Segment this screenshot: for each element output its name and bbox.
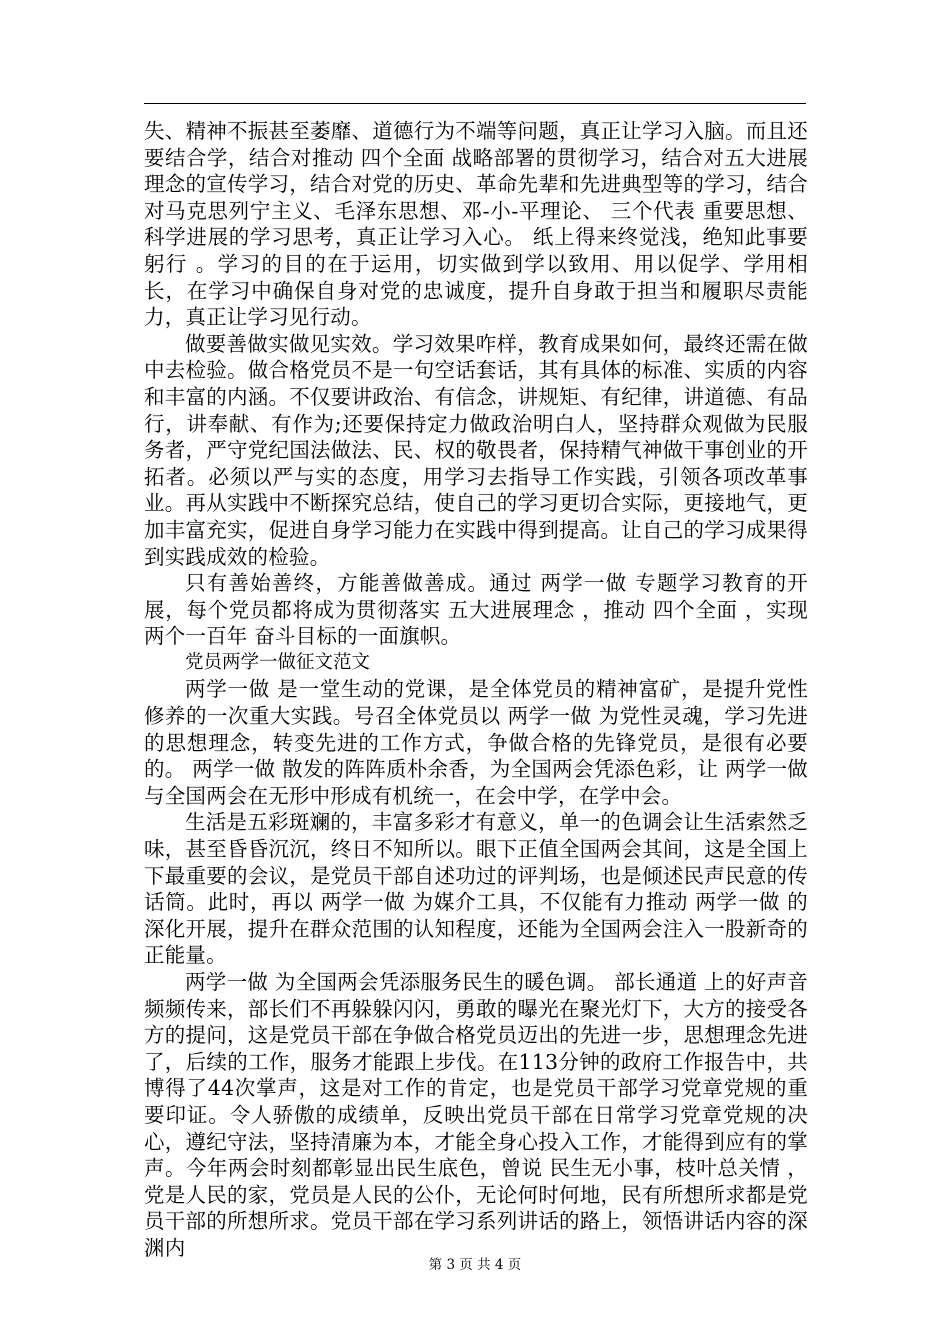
paragraph-2: 做要善做实做见实效。学习效果咋样，教育成果如何，最终还需在做中去检验。做合格党员不是一句空话套话，其有具体的标准、实质的内容和丰富的内涵。不仅要讲政治、有信念，讲规矩、有纪律，讲道德、有品行，讲奉献、有作为;还要保持定力做政治明白人，坚持群众观做为民服务者，严守党纪国法做法、民、权的敬畏者，保持精气神做干事创业的开拓者。必须以严与实的态度，用学习去指导工作实践，引领各项改革事业。再从实践中不断探究总结，使自己的学习更切合实际，更接地气，更加丰富充实，促进自身学习能力在实践中得到提高。让自己的学习成果得到实践成效的检验。 bbox=[144, 331, 808, 569]
paragraph-5: 生活是五彩斑斓的，丰富多彩才有意义，单一的色调会让生活索然乏味，甚至昏昏沉沉，终日不知所以。眼下正值全国两会其间，这是全国上下最重要的会议，是党员干部自述功过的评判场，也是倾述民声民意的传话筒。此时，再以 两学一做 为媒介工具，不仅能有力推动 两学一做 的深化开展，提升在群众范围的认知程度，还能为全国两会注入一股新奇的正能量。 bbox=[144, 810, 808, 968]
header-rule bbox=[144, 103, 806, 104]
paragraph-3: 只有善始善终，方能善做善成。通过 两学一做 专题学习教育的开展，每个党员都将成为贯彻落实 五大进展理念 ，推动 四个全面 ，实现 两个一百年 奋斗目标的一面旗帜。 bbox=[144, 571, 808, 649]
section-title: 党员两学一做征文范文 bbox=[185, 651, 371, 673]
paragraph-1: 失、精神不振甚至萎靡、道德行为不端等问题，真正让学习入脑。而且还要结合学，结合对推动 四个全面 战略部署的贯彻学习，结合对五大进展理念的宣传学习，结合对党的历史、革命先辈和先进典型等的学习，结合对马克思列宁主义、毛泽东思想、邓-小-平理论、 三个代表 重要思想、科学进展的学习思考，真正让学习入心。 纸上得来终觉浅，绝知此事要躬行 。学习的目的在于运用，切实做到学以致用、用以促学、学用相长，在学习中确保自身对党的忠诚度，提升自身敢于担当和履职尽责能力，真正让学习见行动。 bbox=[144, 119, 808, 330]
paragraph-6: 两学一做 为全国两会凭添服务民生的暖色调。 部长通道 上的好声音 频频传来，部长们不再躲躲闪闪，勇敢的曝光在聚光灯下，大方的接受各方的提问，这是党员干部在争做合格党员迈出的先进一步，思想理念先进了，后续的工作，服务才能跟上步伐。在113分钟的政府工作报告中，共博得了44次掌声，这是对工作的肯定，也是党员干部学习党章党规的重要印证。令人骄傲的成绩单，反映出党员干部在日常学习党章党规的决心，遵纪守法，坚持清廉为本，才能全身心投入工作，才能得到应有的掌声。今年两会时刻都彰显出民生底色，曾说 民生无小事，枝叶总关情 ，党是人民的家，党员是人民的公仆，无论何时何地，民有所想所求都是党员干部的所想所求。党员干部在学习系列讲话的路上，领悟讲话内容的深渊内 bbox=[144, 970, 808, 1260]
document-body bbox=[144, 118, 808, 1262]
paragraph-4: 两学一做 是一堂生动的党课，是全体党员的精神富矿，是提升党性修养的一次重大实践。号召全体党员以 两学一做 为党性灵魂，学习先进的思想理念，转变先进的工作方式，争做合格的先锋党员，是很有必要的。 两学一做 散发的阵阵质朴余香，为全国两会凭添色彩，让 两学一做 与全国两会在无形中形成有机统一，在会中学，在学中会。 bbox=[144, 677, 808, 808]
page-footer: 第 3 页 共 4 页 bbox=[428, 1257, 522, 1273]
